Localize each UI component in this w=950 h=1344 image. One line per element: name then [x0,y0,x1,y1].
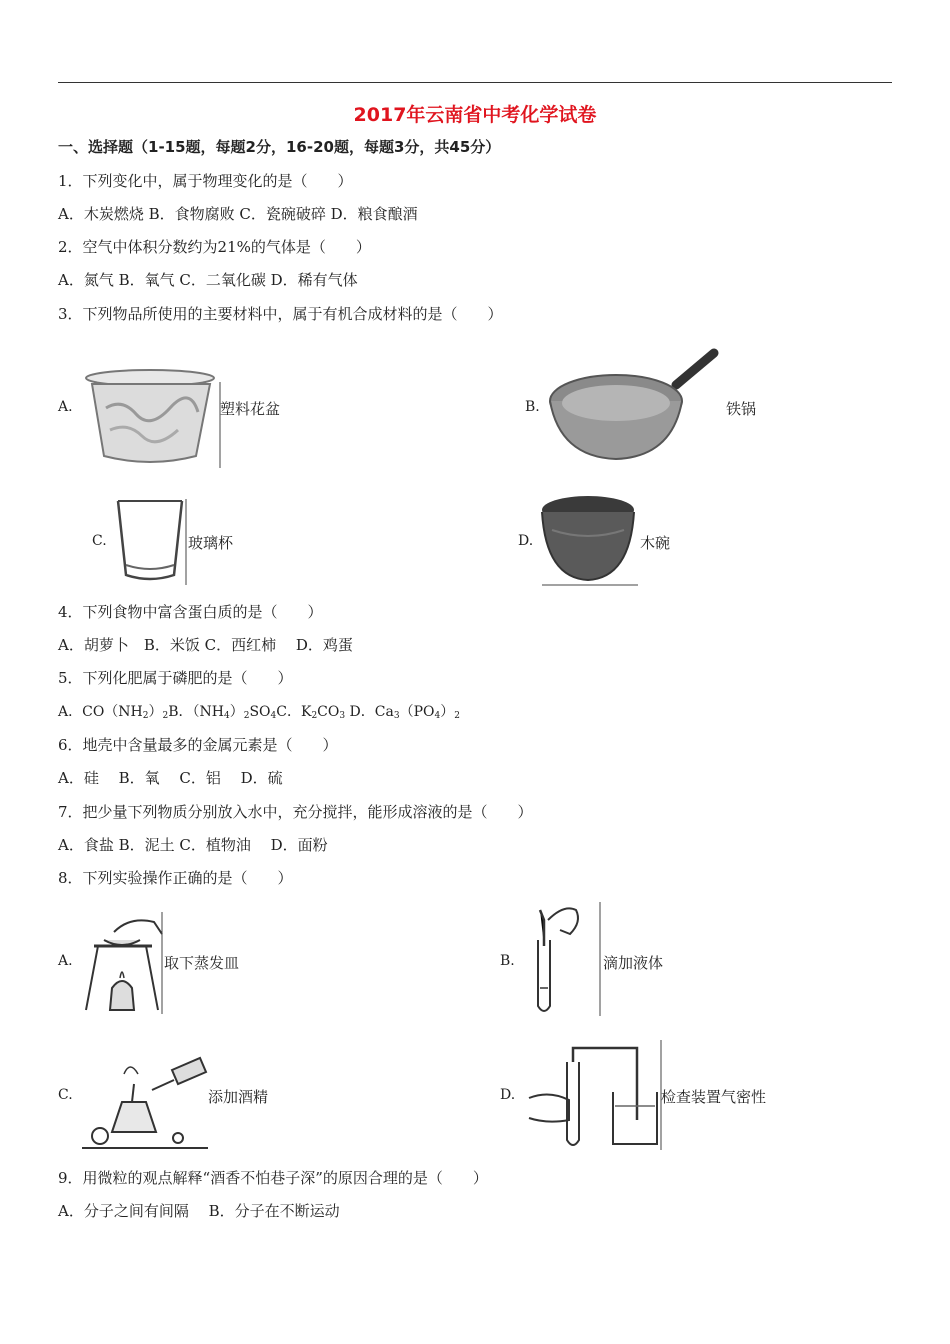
q3-choice-b-letter: B. [525,399,540,415]
q8-choice-a-caption: 取下蒸发皿 [164,954,240,972]
wooden-bowl-image [538,490,642,588]
glass-cup-image [112,495,188,587]
alcohol-lamp-image [82,1040,210,1152]
q1-options: A．木炭燃烧 B．食物腐败 C．瓷碗破碎 D．粮食酿酒 [58,205,418,223]
airtightness-check-image [525,1040,663,1154]
q3-choice-a-caption: 塑料花盆 [220,400,281,418]
q3-choice-c-letter: C. [92,533,107,549]
q8-choice-b-caption: 滴加液体 [603,954,664,972]
q2-options: A．氮气 B．氧气 C．二氧化碳 D．稀有气体 [58,271,358,289]
q6-options: A．硅 B．氧 C．铝 D．硫 [58,769,283,787]
page-title: 2017年云南省中考化学试卷 [353,104,597,126]
q9-options: A．分子之间有间隔 B．分子在不断运动 [58,1202,340,1220]
q5-stem: 5．下列化肥属于磷肥的是（ ） [58,669,293,687]
section-heading: 一、选择题（1-15题，每题2分，16-20题，每题3分，共45分） [58,138,501,156]
q3-choice-d-letter: D. [518,533,534,549]
q3-choice-b-caption: 铁锅 [726,400,757,418]
q7-stem: 7．把少量下列物质分别放入水中，充分搅拌，能形成溶液的是（ ） [58,803,533,821]
q8-choice-c-caption: 添加酒精 [208,1088,269,1106]
q1-stem: 1．下列变化中，属于物理变化的是（ ） [58,172,353,190]
q9-stem: 9．用微粒的观点解释“酒香不怕巷子深”的原因合理的是（ ） [58,1169,488,1187]
q6-stem: 6．地壳中含量最多的金属元素是（ ） [58,736,338,754]
q8-choice-d-letter: D. [500,1087,516,1103]
q5-options: A．$CO(NH_2)_2B$．$(NH_4)_2SO_4C$．$K_2CO_3$ D．$Ca_3(PO_4)_2$ [58,704,460,721]
q4-options: A．胡萝卜 B．米饭 C．西红柿 D．鸡蛋 [58,636,353,654]
q8-choice-d-caption: 检查装置气密性 [661,1088,767,1106]
plastic-flowerpot-image [82,368,222,470]
q8-choice-b-letter: B. [500,953,515,969]
q8-choice-c-letter: C. [58,1087,73,1103]
header-rule [58,82,892,83]
q7-options: A．食盐 B．泥土 C．植物油 D．面粉 [58,836,328,854]
iron-wok-image [546,345,726,467]
evaporating-dish-image [80,910,166,1016]
q3-choice-a-letter: A. [58,399,73,415]
q3-choice-d-caption: 木碗 [640,534,671,552]
q8-stem: 8．下列实验操作正确的是（ ） [58,869,293,887]
q3-choice-c-caption: 玻璃杯 [188,534,234,552]
dropper-image [520,900,604,1018]
q2-stem: 2．空气中体积分数约为21%的气体是（ ） [58,238,371,256]
q3-stem: 3．下列物品所使用的主要材料中，属于有机合成材料的是（ ） [58,305,503,323]
q4-stem: 4．下列食物中富含蛋白质的是（ ） [58,603,323,621]
q8-choice-a-letter: A. [58,953,73,969]
